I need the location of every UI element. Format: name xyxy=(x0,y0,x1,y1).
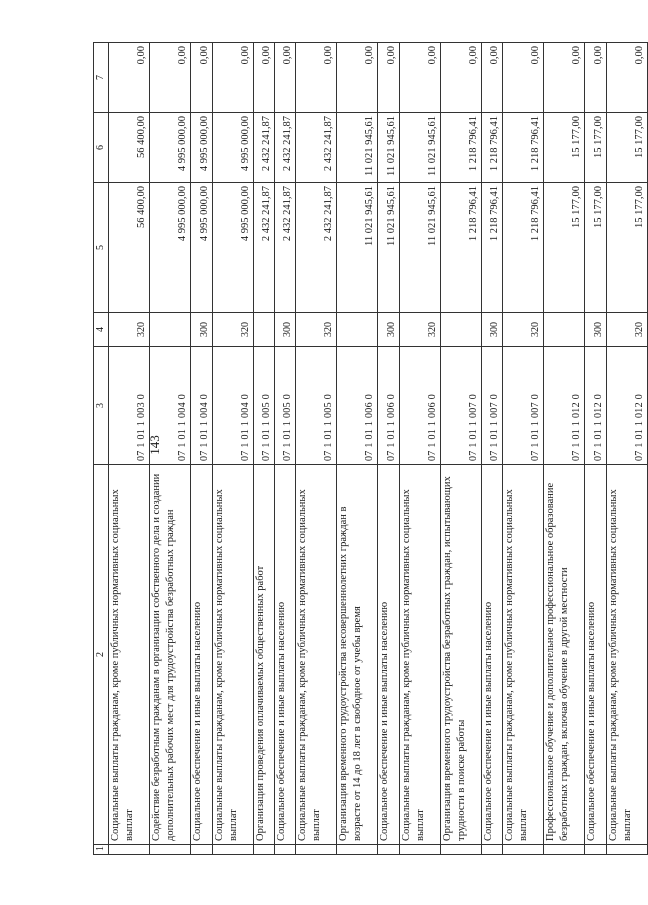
row-name: Социальное обеспечение и иные выплаты населению xyxy=(481,465,502,845)
row-amount-approved: 1 218 796,41 xyxy=(503,113,544,183)
row-expense-type xyxy=(150,313,191,347)
budget-table-rotated xyxy=(93,43,648,855)
row-amount-approved: 4 995 000,00 xyxy=(191,113,212,183)
row-expense-type: 320 xyxy=(212,313,253,347)
row-name: Социальные выплаты гражданам, кроме публичных нормативных социальных выплат xyxy=(606,465,647,845)
row-code: 07 1 01 1 004 0 xyxy=(150,347,191,465)
row-amount-plan: 4 995 000,00 xyxy=(212,183,253,313)
table-row xyxy=(296,43,337,855)
row-expense-type: 320 xyxy=(296,313,337,347)
row-code: 07 1 01 1 004 0 xyxy=(212,347,253,465)
table-row xyxy=(191,43,212,855)
table-row xyxy=(253,43,274,855)
row-expense-type: 320 xyxy=(606,313,647,347)
row-amount-approved: 15 177,00 xyxy=(606,113,647,183)
row-amount-col7: 0,00 xyxy=(544,43,585,113)
row-name: Профессиональное обучение и дополнительное профессиональное образование безработных граждан, включая обучение в другой местности xyxy=(544,465,585,845)
row-amount-plan: 4 995 000,00 xyxy=(150,183,191,313)
row-amount-plan: 15 177,00 xyxy=(544,183,585,313)
row-amount-approved: 11 021 945,61 xyxy=(337,113,378,183)
table-row xyxy=(585,43,606,855)
row-code: 07 1 01 1 005 0 xyxy=(253,347,274,465)
row-amount-col7: 0,00 xyxy=(337,43,378,113)
row-amount-plan: 1 218 796,41 xyxy=(503,183,544,313)
table-row xyxy=(544,43,585,855)
row-name: Социальное обеспечение и иные выплаты населению xyxy=(274,465,295,845)
row-expense-type xyxy=(544,313,585,347)
row-code: 07 1 01 1 004 0 xyxy=(191,347,212,465)
table-row xyxy=(481,43,502,855)
row-code: 07 1 01 1 012 0 xyxy=(585,347,606,465)
row-expense-type: 300 xyxy=(481,313,502,347)
row-name: Социальное обеспечение и иные выплаты населению xyxy=(378,465,399,845)
row-code: 07 1 01 1 003 0 xyxy=(109,347,150,465)
row-name: Социальные выплаты гражданам, кроме публичных нормативных социальных выплат xyxy=(399,465,440,845)
row-index-cell xyxy=(378,845,399,855)
row-code: 07 1 01 1 007 0 xyxy=(481,347,502,465)
row-index-cell xyxy=(440,845,481,855)
row-amount-approved: 1 218 796,41 xyxy=(440,113,481,183)
table-row xyxy=(503,43,544,855)
row-code: 07 1 01 1 007 0 xyxy=(440,347,481,465)
row-index-cell xyxy=(296,845,337,855)
header-col-6: 6 xyxy=(94,113,109,183)
row-code: 07 1 01 1 007 0 xyxy=(503,347,544,465)
row-amount-plan: 2 432 241,87 xyxy=(274,183,295,313)
header-row xyxy=(94,43,109,855)
row-amount-col7: 0,00 xyxy=(191,43,212,113)
row-amount-plan: 1 218 796,41 xyxy=(440,183,481,313)
row-amount-plan: 2 432 241,87 xyxy=(253,183,274,313)
row-amount-approved: 2 432 241,87 xyxy=(253,113,274,183)
row-expense-type xyxy=(253,313,274,347)
row-expense-type: 300 xyxy=(191,313,212,347)
row-index-cell xyxy=(399,845,440,855)
row-amount-approved: 11 021 945,61 xyxy=(399,113,440,183)
row-amount-plan: 11 021 945,61 xyxy=(378,183,399,313)
row-amount-col7: 0,00 xyxy=(585,43,606,113)
row-code: 07 1 01 1 012 0 xyxy=(606,347,647,465)
row-amount-approved: 15 177,00 xyxy=(544,113,585,183)
row-name: Социальные выплаты гражданам, кроме публичных нормативных социальных выплат xyxy=(109,465,150,845)
row-amount-col7: 0,00 xyxy=(109,43,150,113)
header-col-7: 7 xyxy=(94,43,109,113)
table-row xyxy=(109,43,150,855)
row-name: Социальное обеспечение и иные выплаты населению xyxy=(585,465,606,845)
header-col-3: 3 xyxy=(94,347,109,465)
row-index-cell xyxy=(337,845,378,855)
row-amount-plan: 15 177,00 xyxy=(585,183,606,313)
row-index-cell xyxy=(253,845,274,855)
row-index-cell xyxy=(585,845,606,855)
row-expense-type: 300 xyxy=(274,313,295,347)
header-col-4: 4 xyxy=(94,313,109,347)
row-expense-type: 300 xyxy=(585,313,606,347)
row-expense-type xyxy=(440,313,481,347)
row-index-cell xyxy=(109,845,150,855)
row-name: Социальные выплаты гражданам, кроме публичных нормативных социальных выплат xyxy=(212,465,253,845)
row-amount-plan: 4 995 000,00 xyxy=(191,183,212,313)
row-name: Организация проведения оплачиваемых общественных работ xyxy=(253,465,274,845)
row-amount-plan: 11 021 945,61 xyxy=(399,183,440,313)
row-amount-approved: 15 177,00 xyxy=(585,113,606,183)
row-amount-col7: 0,00 xyxy=(440,43,481,113)
page-number: 143 xyxy=(147,435,162,455)
row-amount-approved: 2 432 241,87 xyxy=(274,113,295,183)
row-name: Организация временного трудоустройства безработных граждан, испытывающих трудности в поиске работы xyxy=(440,465,481,845)
row-expense-type: 320 xyxy=(503,313,544,347)
row-amount-approved: 1 218 796,41 xyxy=(481,113,502,183)
row-amount-col7: 0,00 xyxy=(481,43,502,113)
row-code: 07 1 01 1 006 0 xyxy=(399,347,440,465)
table-row xyxy=(440,43,481,855)
row-amount-col7: 0,00 xyxy=(606,43,647,113)
row-expense-type: 320 xyxy=(109,313,150,347)
table-row xyxy=(378,43,399,855)
table-row xyxy=(274,43,295,855)
row-expense-type: 320 xyxy=(399,313,440,347)
row-code: 07 1 01 1 006 0 xyxy=(378,347,399,465)
table-row xyxy=(337,43,378,855)
row-amount-approved: 4 995 000,00 xyxy=(150,113,191,183)
row-amount-approved: 2 432 241,87 xyxy=(296,113,337,183)
row-index-cell xyxy=(544,845,585,855)
row-index-cell xyxy=(274,845,295,855)
table-row xyxy=(399,43,440,855)
table-body xyxy=(109,43,648,855)
budget-table xyxy=(93,42,648,855)
row-amount-col7: 0,00 xyxy=(503,43,544,113)
row-index-cell xyxy=(481,845,502,855)
row-amount-approved: 4 995 000,00 xyxy=(212,113,253,183)
row-name: Социальное обеспечение и иные выплаты населению xyxy=(191,465,212,845)
row-amount-col7: 0,00 xyxy=(399,43,440,113)
row-index-cell xyxy=(606,845,647,855)
row-index-cell xyxy=(212,845,253,855)
table-row xyxy=(150,43,191,855)
row-amount-col7: 0,00 xyxy=(378,43,399,113)
row-amount-plan: 15 177,00 xyxy=(606,183,647,313)
header-col-1: 1 xyxy=(94,845,109,855)
row-amount-plan: 1 218 796,41 xyxy=(481,183,502,313)
table-row xyxy=(606,43,647,855)
row-amount-approved: 11 021 945,61 xyxy=(378,113,399,183)
row-index-cell xyxy=(150,845,191,855)
row-amount-col7: 0,00 xyxy=(253,43,274,113)
row-amount-col7: 0,00 xyxy=(274,43,295,113)
row-amount-plan: 11 021 945,61 xyxy=(337,183,378,313)
row-amount-plan: 2 432 241,87 xyxy=(296,183,337,313)
row-amount-col7: 0,00 xyxy=(150,43,191,113)
row-name: Социальные выплаты гражданам, кроме публичных нормативных социальных выплат xyxy=(296,465,337,845)
row-expense-type xyxy=(337,313,378,347)
row-code: 07 1 01 1 005 0 xyxy=(296,347,337,465)
row-expense-type: 300 xyxy=(378,313,399,347)
row-index-cell xyxy=(503,845,544,855)
row-name: Социальные выплаты гражданам, кроме публичных нормативных социальных выплат xyxy=(503,465,544,845)
row-amount-plan: 56 400,00 xyxy=(109,183,150,313)
row-amount-col7: 0,00 xyxy=(296,43,337,113)
row-name: Содействие безработным гражданам в организации собственного дела и создании дополнительных рабочих мест для трудоустройства безработных граждан xyxy=(150,465,191,845)
row-code: 07 1 01 1 005 0 xyxy=(274,347,295,465)
row-code: 07 1 01 1 006 0 xyxy=(337,347,378,465)
row-amount-approved: 56 400,00 xyxy=(109,113,150,183)
table-row xyxy=(212,43,253,855)
row-name: Организация временного трудоустройства несовершеннолетних граждан в возрасте от 14 до 18 лет в свободное от учебы время xyxy=(337,465,378,845)
header-col-2: 2 xyxy=(94,465,109,845)
row-code: 07 1 01 1 012 0 xyxy=(544,347,585,465)
header-col-5: 5 xyxy=(94,183,109,313)
row-amount-col7: 0,00 xyxy=(212,43,253,113)
row-index-cell xyxy=(191,845,212,855)
